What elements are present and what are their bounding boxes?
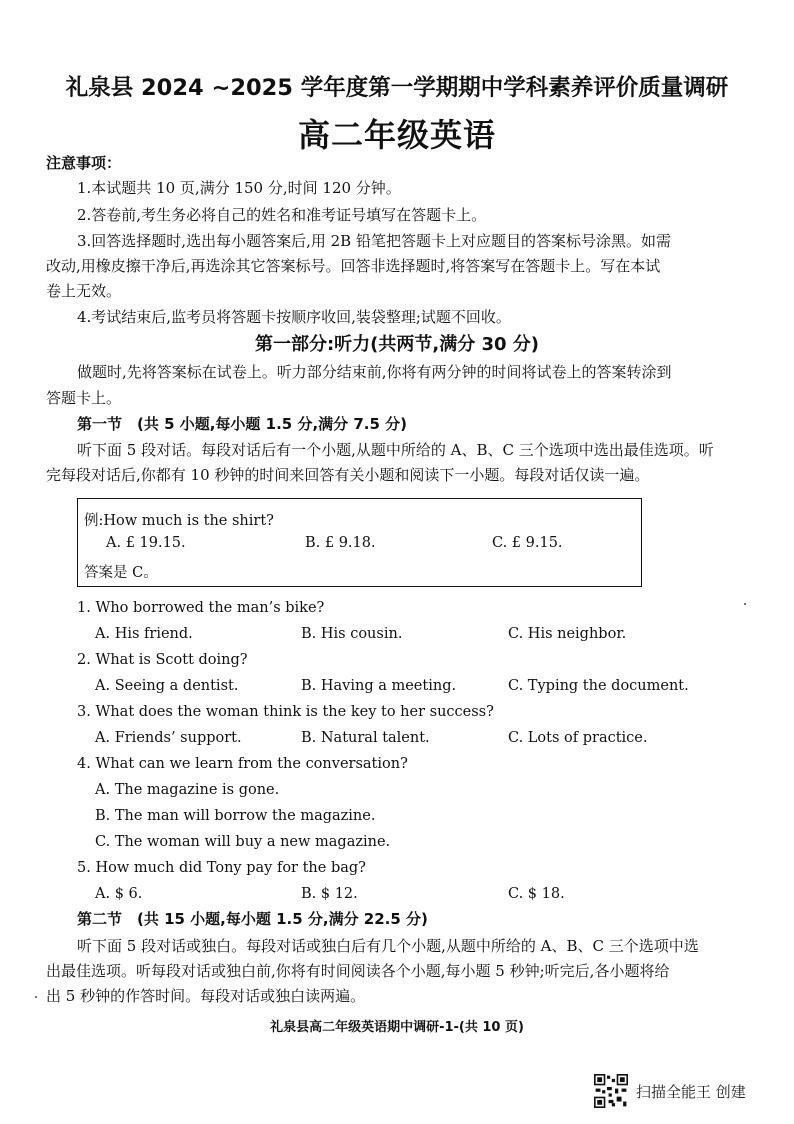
notice-item-3-line-2: 改动,用橡皮擦干净后,再选涂其它答案标号。回答非选择题时,将答案写在答题卡上。写在本试 [46,257,661,275]
part1-intro-line-1: 做题时,先将答案标在试卷上。听力部分结束前,你将有两分钟的时间将试卷上的答案转涂到 [77,363,672,381]
scanner-watermark [594,1074,746,1108]
question-4-option-a: A. The magazine is gone. [95,782,280,798]
question-3: 3. What does the woman think is the key to her success? [77,704,494,720]
question-1: 1. Who borrowed the man’s bike? [77,600,325,616]
question-1-option-c: C. His neighbor. [508,626,627,642]
example-answer: 答案是 C。 [84,565,158,581]
section2-instruction-line-3: 出 5 秒钟的作答时间。每段对话或独白读两遍。 [46,987,366,1005]
example-box [77,498,642,587]
section2-heading: 第二节 (共 15 小题,每小题 1.5 分,满分 22.5 分) [77,910,428,928]
section1-instruction-line-2: 完每段对话后,你都有 10 秒钟的时间来回答有关小题和阅读下一小题。每段对话仅读一遍。 [46,466,650,484]
part1-title: 第一部分:听力(共两节,满分 30 分) [254,334,540,355]
notice-item-3-line-1: 3.回答选择题时,选出每小题答案后,用 2B 铅笔把答题卡上对应题目的答案标号涂黑。如需 [77,232,671,250]
question-4-option-c: C. The woman will buy a new magazine. [95,834,391,850]
scan-dot [744,603,746,605]
example-question: 例:How much is the shirt? [84,513,274,529]
question-3-option-a: A. Friends’ support. [95,730,242,746]
qr-code-icon [594,1074,628,1108]
subject-title: 高二年级英语 [297,116,496,154]
watermark-text: 扫描全能王 创建 [636,1082,746,1101]
example-option-a: A. £ 19.15. [106,535,186,551]
question-5: 5. How much did Tony pay for the bag? [77,860,366,876]
exam-title: 礼泉县 2024 ~2025 学年度第一学期期中学科素养评价质量调研 [65,75,729,101]
question-3-option-c: C. Lots of practice. [508,730,648,746]
notice-item-3-line-3: 卷上无效。 [46,282,122,300]
notice-item-1: 1.本试题共 10 页,满分 150 分,时间 120 分钟。 [77,179,401,197]
question-5-option-a: A. $ 6. [95,886,143,902]
part1-intro-line-2: 答题卡上。 [46,389,122,407]
page-footer: 礼泉县高二年级英语期中调研-1-(共 10 页) [270,1020,524,1035]
question-2-option-b: B. Having a meeting. [301,678,457,694]
question-1-option-a: A. His friend. [95,626,193,642]
notice-heading: 注意事项： [46,154,122,172]
section2-instruction-line-2: 出最佳选项。听每段对话或独白前,你将有时间阅读各个小题,每小题 5 秒钟;听完后,各小题将给 [46,962,670,980]
question-2: 2. What is Scott doing? [77,652,248,668]
question-4: 4. What can we learn from the conversation? [77,756,408,772]
notice-item-2: 2.答卷前,考生务必将自己的姓名和准考证号填写在答题卡上。 [77,206,487,224]
question-2-option-a: A. Seeing a dentist. [95,678,239,694]
example-option-b: B. £ 9.18. [305,535,376,551]
section1-instruction-line-1: 听下面 5 段对话。每段对话后有一个小题,从题中所给的 A、B、C 三个选项中选出最佳选项。听 [77,441,714,459]
notice-item-4: 4.考试结束后,监考员将答题卡按顺序收回,装袋整理;试题不回收。 [77,308,511,326]
question-5-option-c: C. $ 18. [508,886,565,902]
question-3-option-b: B. Natural talent. [301,730,430,746]
question-1-option-b: B. His cousin. [301,626,403,642]
question-5-option-b: B. $ 12. [301,886,358,902]
example-option-c: C. £ 9.15. [492,535,563,551]
scan-dot [35,996,37,998]
section1-heading: 第一节 (共 5 小题,每小题 1.5 分,满分 7.5 分) [77,415,408,433]
question-4-option-b: B. The man will borrow the magazine. [95,808,376,824]
question-2-option-c: C. Typing the document. [508,678,689,694]
section2-instruction-line-1: 听下面 5 段对话或独白。每段对话或独白后有几个小题,从题中所给的 A、B、C 三个选项中选 [77,937,699,955]
